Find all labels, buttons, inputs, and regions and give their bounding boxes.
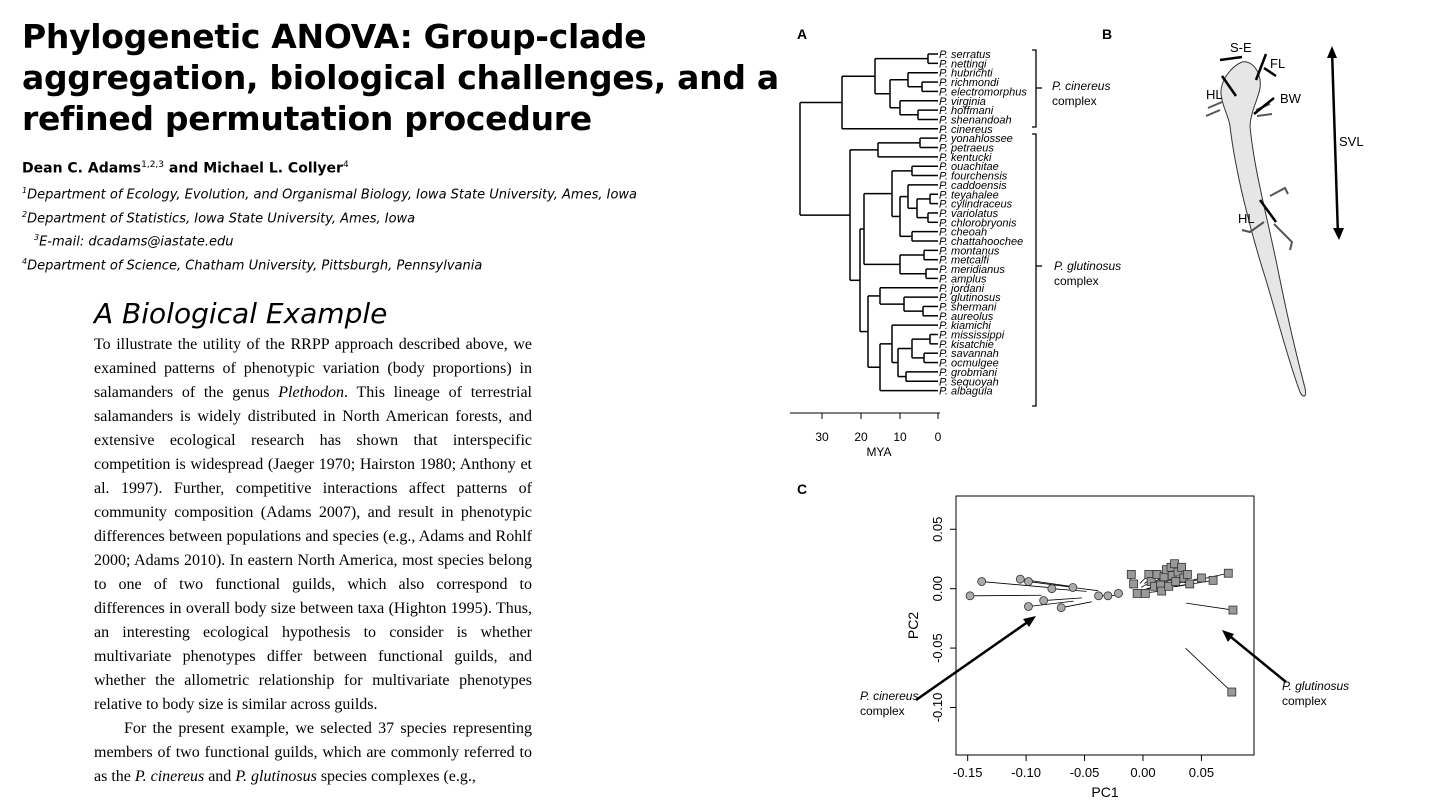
affiliation-marker: 1 <box>22 186 28 195</box>
svl-arrow <box>1332 50 1338 236</box>
phylo-projection-line <box>1044 598 1082 601</box>
glutinosus-point <box>1127 570 1135 578</box>
taxon-label: P. petraeus <box>939 142 994 155</box>
bw-label: BW <box>1280 91 1301 106</box>
body-text <box>94 333 532 789</box>
glutinosus-annotation-arrow <box>1226 633 1286 682</box>
affiliation-text: E-mail: dcadams@iastate.edu <box>39 234 234 250</box>
affiliation-text: Department of Science, Chatham University, Pittsburgh, Pennsylvania <box>27 258 483 274</box>
pca-scatter-plot <box>860 496 1349 800</box>
glutinosus-point <box>1141 589 1149 597</box>
time-axis <box>790 413 942 459</box>
taxon-label: P. fourchensis <box>939 170 1008 183</box>
taxon-label: P. serratus <box>939 49 991 61</box>
fl-label: FL <box>1270 56 1286 71</box>
taxon-labels <box>939 49 1027 398</box>
bw-arrow <box>1254 98 1274 114</box>
taxon-label: P. ouachitae <box>939 161 999 174</box>
affiliation-3 <box>34 233 234 249</box>
affiliation-marker: 3 <box>34 233 40 242</box>
taxon-label: P. jordani <box>939 282 985 295</box>
paragraph-2-and: and <box>204 768 236 785</box>
figure <box>780 10 1430 810</box>
glutinosus-point <box>1183 570 1191 578</box>
paragraph-1-text-b: . This lineage of terrestrial salamanders is widely distributed in North American forests, and extensive ecological research has shown that interspecific competition is widespread (Jaeger 1970; Hairston 1980; Anthony et al. 1997). Further, competitive interactions affect patterns of community composition (Adams 2007), and result in phenotypic differences between populations and species (e.g., Adams and Rohlf 2000; Adams 2010). In eastern North America, most species belong to one of two functional guilds, which also correspond to differences in overall body size between taxa (Highton 1995). Thus, an interesting ecological hypothesis to consider is whether multivariate phenotypes differ between functional guilds, and whether the allometric relationship for multivariate phenotypes relative to body size is similar across guilds. <box>94 384 532 713</box>
taxon-label: P. chlorobryonis <box>939 217 1017 230</box>
y-tick-label: -0.05 <box>930 633 945 663</box>
phylo-projection-line <box>1028 601 1073 606</box>
taxon-label: P. cinereus <box>939 123 993 136</box>
cinereus-group-sublabel: complex <box>1052 94 1097 108</box>
taxon-label: P. hubrichti <box>939 67 993 80</box>
glutinosus-point <box>1133 589 1141 597</box>
cinereus-point <box>1069 583 1077 591</box>
taxon-label: P. mississippi <box>939 329 1005 342</box>
cinereus-annotation: P. cinereus <box>860 689 919 703</box>
taxon-label: P. meridianus <box>939 264 1005 277</box>
taxon-label: P. amplus <box>939 273 987 286</box>
bracket-line <box>1032 50 1036 127</box>
taxon-label: P. caddoensis <box>939 179 1007 192</box>
x-axis-label: PC1 <box>1091 784 1119 800</box>
phylo-projection-line <box>1061 602 1092 608</box>
cinereus-group-label: P. cinereus <box>1052 79 1111 93</box>
affiliation-text: Department of Ecology, Evolution, and Organismal Biology, Iowa State University, Ames, Iowa <box>27 187 638 203</box>
taxon-label: P. virginia <box>939 95 986 108</box>
time-tick-label: 30 <box>815 430 829 444</box>
cinereus-point <box>1095 592 1103 600</box>
cinereus-point <box>978 578 986 586</box>
panel-a-label: A <box>797 26 808 42</box>
taxon-label: P. shermani <box>939 301 997 314</box>
author-2: Michael L. Collyer <box>203 160 343 177</box>
cinereus-point <box>1114 589 1122 597</box>
cinereus-annotation-sub: complex <box>860 704 905 718</box>
glutinosus-point <box>1209 576 1217 584</box>
plot-frame <box>956 496 1254 755</box>
paragraph-1 <box>94 333 532 717</box>
glutinosus-annotation-sub: complex <box>1282 694 1327 708</box>
phylogenetic-tree <box>800 54 938 391</box>
se-label: S-E <box>1230 40 1252 55</box>
phylo-projection-line <box>970 595 1042 596</box>
time-tick-label: 10 <box>893 430 907 444</box>
taxon-label: P. metcalfi <box>939 254 989 267</box>
y-axis-label: PC2 <box>905 611 921 640</box>
glutinosus-point <box>1224 569 1232 577</box>
taxon-label: P. aureolus <box>939 310 994 323</box>
glutinosus-point <box>1172 578 1180 586</box>
cinereus-point <box>1048 585 1056 593</box>
taxon-label: P. kisatchie <box>939 338 994 351</box>
panel-b-label: B <box>1102 26 1113 42</box>
glutinosus-group-sublabel: complex <box>1054 274 1099 288</box>
glutinosus-point <box>1229 606 1237 614</box>
taxon-label: P. kentucki <box>939 151 992 164</box>
svl-arrowhead-bottom <box>1333 228 1344 240</box>
bracket-line <box>1032 134 1036 406</box>
glutinosus-bracket <box>1032 134 1042 406</box>
taxon-label: P. kiamichi <box>939 320 991 333</box>
paragraph-2 <box>94 717 532 789</box>
section-heading: A Biological Example <box>94 297 388 330</box>
affiliation-marker: 4 <box>22 257 28 266</box>
phylo-projection-line <box>1186 648 1232 692</box>
cinereus-point <box>1057 604 1065 612</box>
taxon-label: P. yonahlossee <box>939 133 1013 146</box>
taxon-label: P. chattahoochee <box>939 236 1024 248</box>
affiliation-marker: 2 <box>22 210 28 219</box>
y-tick-label: -0.10 <box>930 692 945 723</box>
cinereus-point <box>1040 597 1048 605</box>
glutinosus-point <box>1186 580 1194 588</box>
paragraph-2-text-a: For the present example, we selected 37 species representing members of two functional guilds, which are commonly referred to as the <box>94 720 532 785</box>
cinereus-point <box>966 592 974 600</box>
taxon-label: P. grobmani <box>939 366 997 379</box>
time-tick-label: 20 <box>854 430 868 444</box>
x-tick-label: -0.15 <box>952 765 983 780</box>
fl-arrow <box>1256 54 1266 80</box>
hl-label-limb: HL <box>1238 211 1255 226</box>
species-name: P. glutinosus <box>235 768 317 785</box>
taxon-label: P. teyahalee <box>939 189 999 202</box>
author-conjunction: and <box>164 160 204 177</box>
svl-arrowhead-top <box>1327 46 1337 58</box>
author-1: Dean C. Adams <box>22 160 142 177</box>
hl-label-head: HL <box>1206 87 1223 102</box>
taxon-label: P. variolatus <box>939 207 999 220</box>
taxon-label: P. cheoah <box>939 226 988 239</box>
taxon-label: P. nettingi <box>939 58 987 71</box>
taxon-label: P. electromorphus <box>939 86 1027 99</box>
taxon-label: P. albagula <box>939 385 993 398</box>
taxon-label: P. shenandoah <box>939 114 1012 127</box>
taxon-label: P. savannah <box>939 348 999 361</box>
time-tick-label: 0 <box>934 430 942 444</box>
se-arrow <box>1220 57 1242 60</box>
cinereus-point <box>1104 592 1112 600</box>
affiliation-2 <box>22 210 415 226</box>
taxon-label: P. hoffmani <box>939 105 994 118</box>
species-name: P. cinereus <box>134 768 205 785</box>
taxon-label: P. cylindraceus <box>939 198 1013 211</box>
author-1-affiliation: 1,2,3 <box>141 160 165 170</box>
author-2-affiliation: 4 <box>342 160 349 170</box>
paper-title: Phylogenetic ANOVA: Group-clade aggregation, biological challenges, and a refined permutation procedure <box>22 17 779 138</box>
author-line <box>22 160 349 177</box>
time-axis-label: MYA <box>866 445 892 459</box>
paragraph-1-text-a: To illustrate the utility of the RRPP approach described above, we examined patterns of phenotypic variation (body proportions) in salamanders of the genus <box>94 336 532 401</box>
glutinosus-annotation: P. glutinosus <box>1282 679 1350 693</box>
taxon-label: P. richmondi <box>939 77 999 90</box>
svl-label: SVL <box>1339 134 1364 149</box>
taxon-label: P. ocmulgee <box>939 357 999 370</box>
x-tick-label: -0.05 <box>1069 765 1100 780</box>
cinereus-point <box>1024 602 1032 610</box>
affiliation-1 <box>22 186 637 202</box>
glutinosus-arrowhead <box>1222 630 1234 642</box>
taxon-label: P. sequoyah <box>939 376 999 389</box>
glutinosus-point <box>1197 574 1205 582</box>
affiliation-text: Department of Statistics, Iowa State University, Ames, Iowa <box>27 211 416 227</box>
genus-name: Plethodon <box>278 384 345 401</box>
cinereus-point <box>1016 575 1024 583</box>
taxon-label: P. montanus <box>939 245 1000 258</box>
glutinosus-point <box>1130 580 1138 588</box>
x-tick-label: -0.10 <box>1011 765 1041 780</box>
phylo-projection-line <box>1186 603 1233 610</box>
affiliation-4 <box>22 257 482 273</box>
panel-c-label: C <box>797 481 808 497</box>
glutinosus-point <box>1228 688 1236 696</box>
taxon-label: P. glutinosus <box>939 292 1001 305</box>
x-tick-label: 0.05 <box>1188 765 1215 780</box>
paragraph-2-text-b: species complexes (e.g., <box>316 768 476 785</box>
y-tick-label: 0.05 <box>930 516 945 542</box>
cinereus-point <box>1024 578 1032 586</box>
salamander-body <box>1221 62 1306 396</box>
glutinosus-group-label: P. glutinosus <box>1054 259 1122 273</box>
x-tick-label: 0.00 <box>1130 765 1156 780</box>
cinereus-bracket <box>1032 50 1042 127</box>
y-tick-label: 0.00 <box>930 576 945 602</box>
